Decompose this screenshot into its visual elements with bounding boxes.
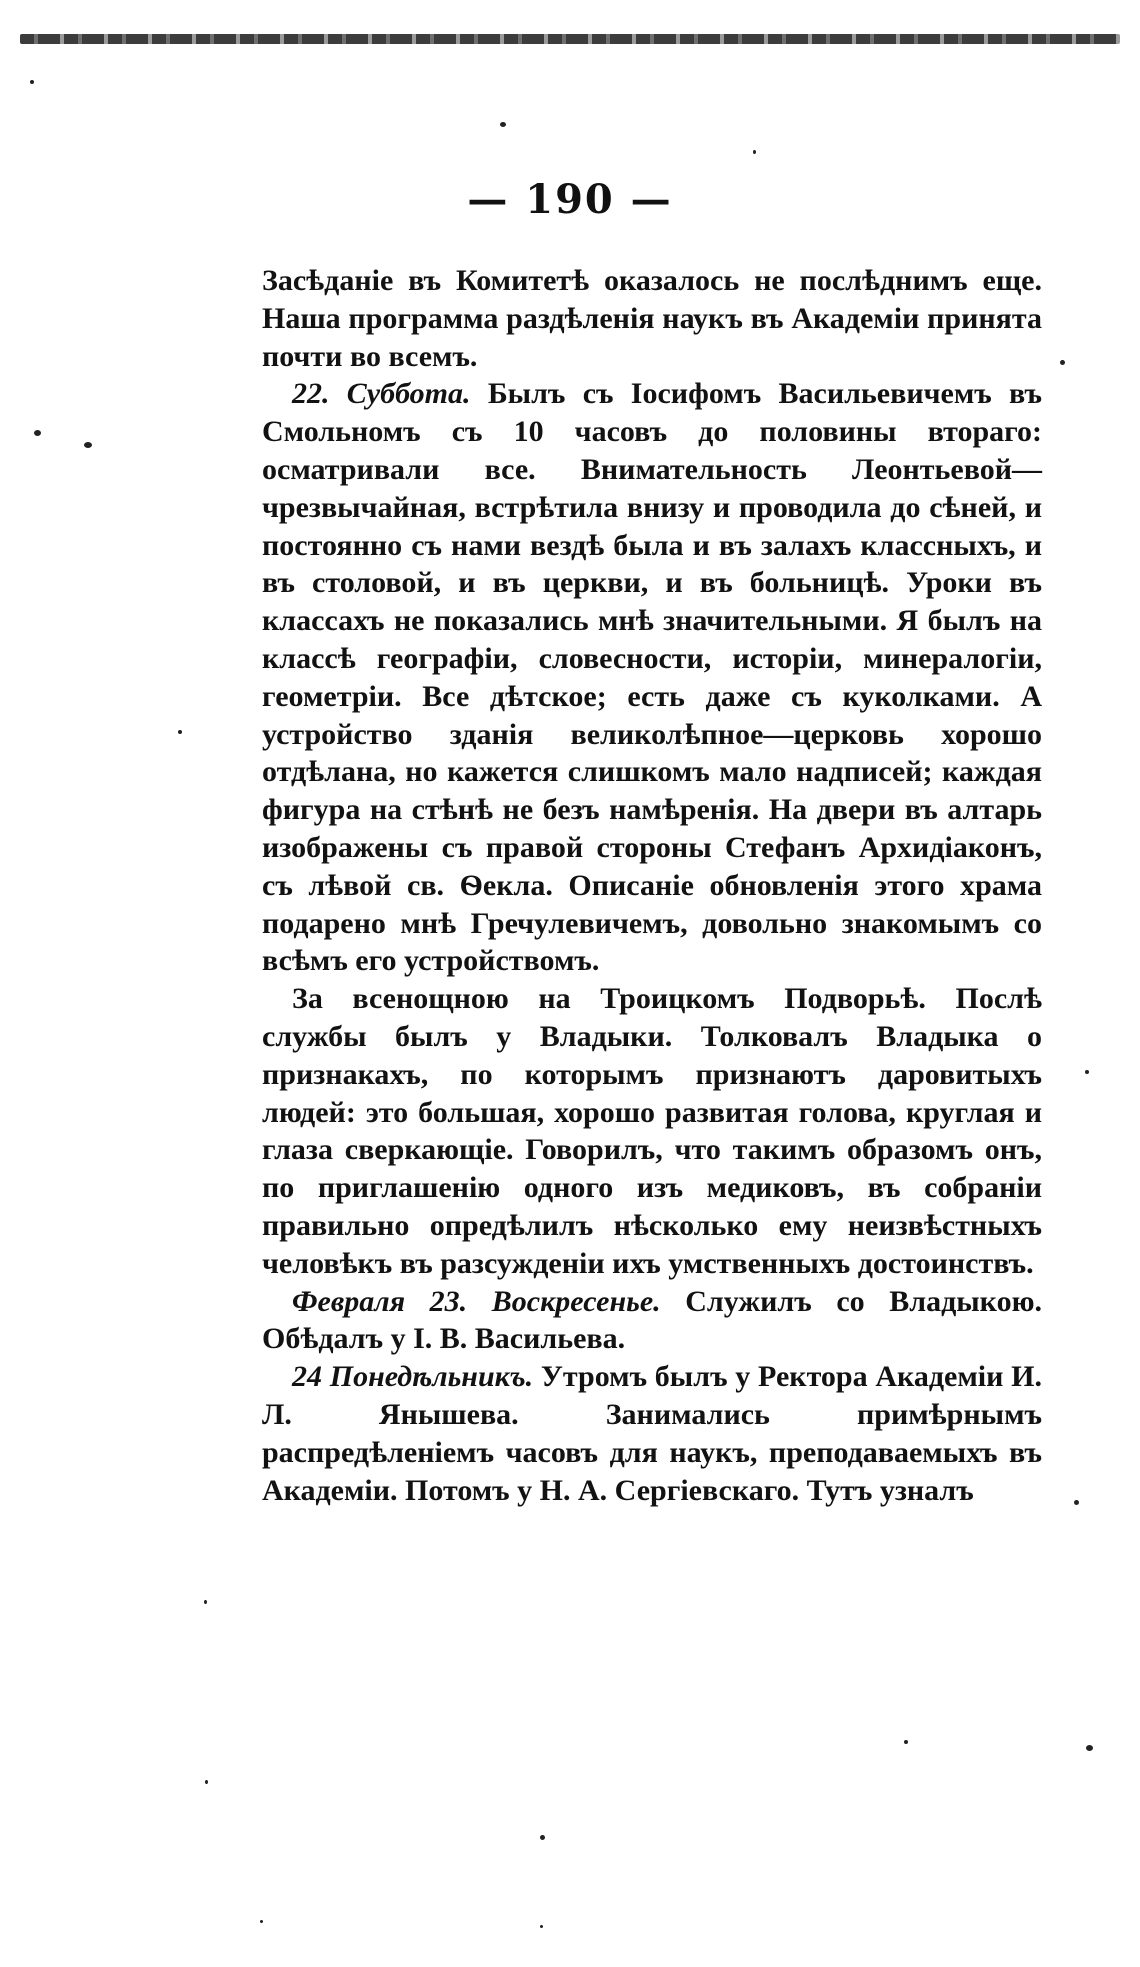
entry-date: 24 Понедѣльникъ. [292, 1360, 534, 1394]
scan-speck [500, 122, 506, 127]
scan-speck [30, 80, 34, 84]
scan-speck [1060, 360, 1065, 365]
scan-speck [204, 1600, 207, 1604]
scan-speck [205, 1780, 208, 1784]
scan-speck [1074, 1500, 1079, 1505]
paragraph-5 [262, 1358, 1042, 1509]
paragraph-1 [262, 262, 1042, 375]
paragraph-text: Служилъ со Владыкою. Обѣдалъ у І. В. Васильева. [262, 1284, 1043, 1356]
paragraph-text: Засѣданіе въ Комитетѣ оказалось не послѣднимъ еще. Наша программа раздѣленія наукъ въ Академіи принята почти во всемъ. [262, 264, 1042, 373]
scan-speck [1086, 1745, 1093, 1751]
scan-speck [904, 1740, 908, 1744]
paragraph-text: Былъ съ Іосифомъ Васильевичемъ въ Смольномъ съ 10 часовъ до половины втораго: осматривали все. Внимательность Леонтьевой—чрезвычайная, встрѣтила внизу и проводила до сѣней, и постоянно съ нами вездѣ была и въ залахъ классныхъ, и въ столовой, и въ церкви, и въ больницѣ. Уроки въ классахъ не показались мнѣ значительными. Я былъ на классѣ географіи, словесности, исторіи, минералогіи, геометріи. Все дѣтское; есть даже съ куколками. А устройство зданія великолѣпное—церковь хорошо отдѣлана, но кажется слишкомъ мало надписей; каждая фигура на стѣнѣ не безъ намѣренія. На двери въ алтарь изображены съ правой стороны Стефанъ Архидіаконъ, съ лѣвой св. Ѳекла. Описаніе обновленія этого храма подарено мнѣ Гречулевичемъ, довольно знакомымъ со всѣмъ его устройствомъ. [262, 377, 1043, 978]
paragraph-text: Утромъ былъ у Ректора Академіи И. Л. Янышева. Занимались примѣрнымъ распредѣленіемъ часовъ для наукъ, преподаваемыхъ въ Академіи. Потомъ у Н. А. Сергіевскаго. Тутъ узналъ [262, 1360, 1042, 1507]
paragraph-text: За всенощною на Троицкомъ Подворьѣ. Послѣ службы былъ у Владыки. Толковалъ Владыка о признакахъ, по которымъ признаютъ даровитыхъ людей: это большая, хорошо развитая голова, круглая и глаза сверкающіе. Говорилъ, что такимъ образомъ онъ, по приглашенію одного изъ медиковъ, въ собраніи правильно опредѣлилъ нѣсколько ему неизвѣстныхъ человѣкъ въ разсужденіи ихъ умственныхъ достоинствъ. [262, 982, 1042, 1280]
entry-date: 22. Суббота. [292, 377, 471, 411]
scan-speck [34, 430, 41, 436]
scan-top-edge [20, 34, 1120, 44]
scan-speck [84, 442, 92, 448]
paragraph-2 [262, 375, 1042, 980]
scan-speck [540, 1835, 545, 1840]
diary-text [262, 262, 1042, 1509]
scan-speck [260, 1920, 263, 1923]
scan-speck [178, 730, 182, 734]
paragraph-4 [262, 1283, 1042, 1359]
scan-speck [1085, 1070, 1089, 1074]
paragraph-3 [262, 980, 1042, 1282]
scan-speck [753, 150, 756, 154]
entry-date: Февраля 23. Воскресенье. [292, 1284, 661, 1318]
page-number: — 190 — [467, 176, 673, 223]
scan-speck [540, 1925, 543, 1928]
